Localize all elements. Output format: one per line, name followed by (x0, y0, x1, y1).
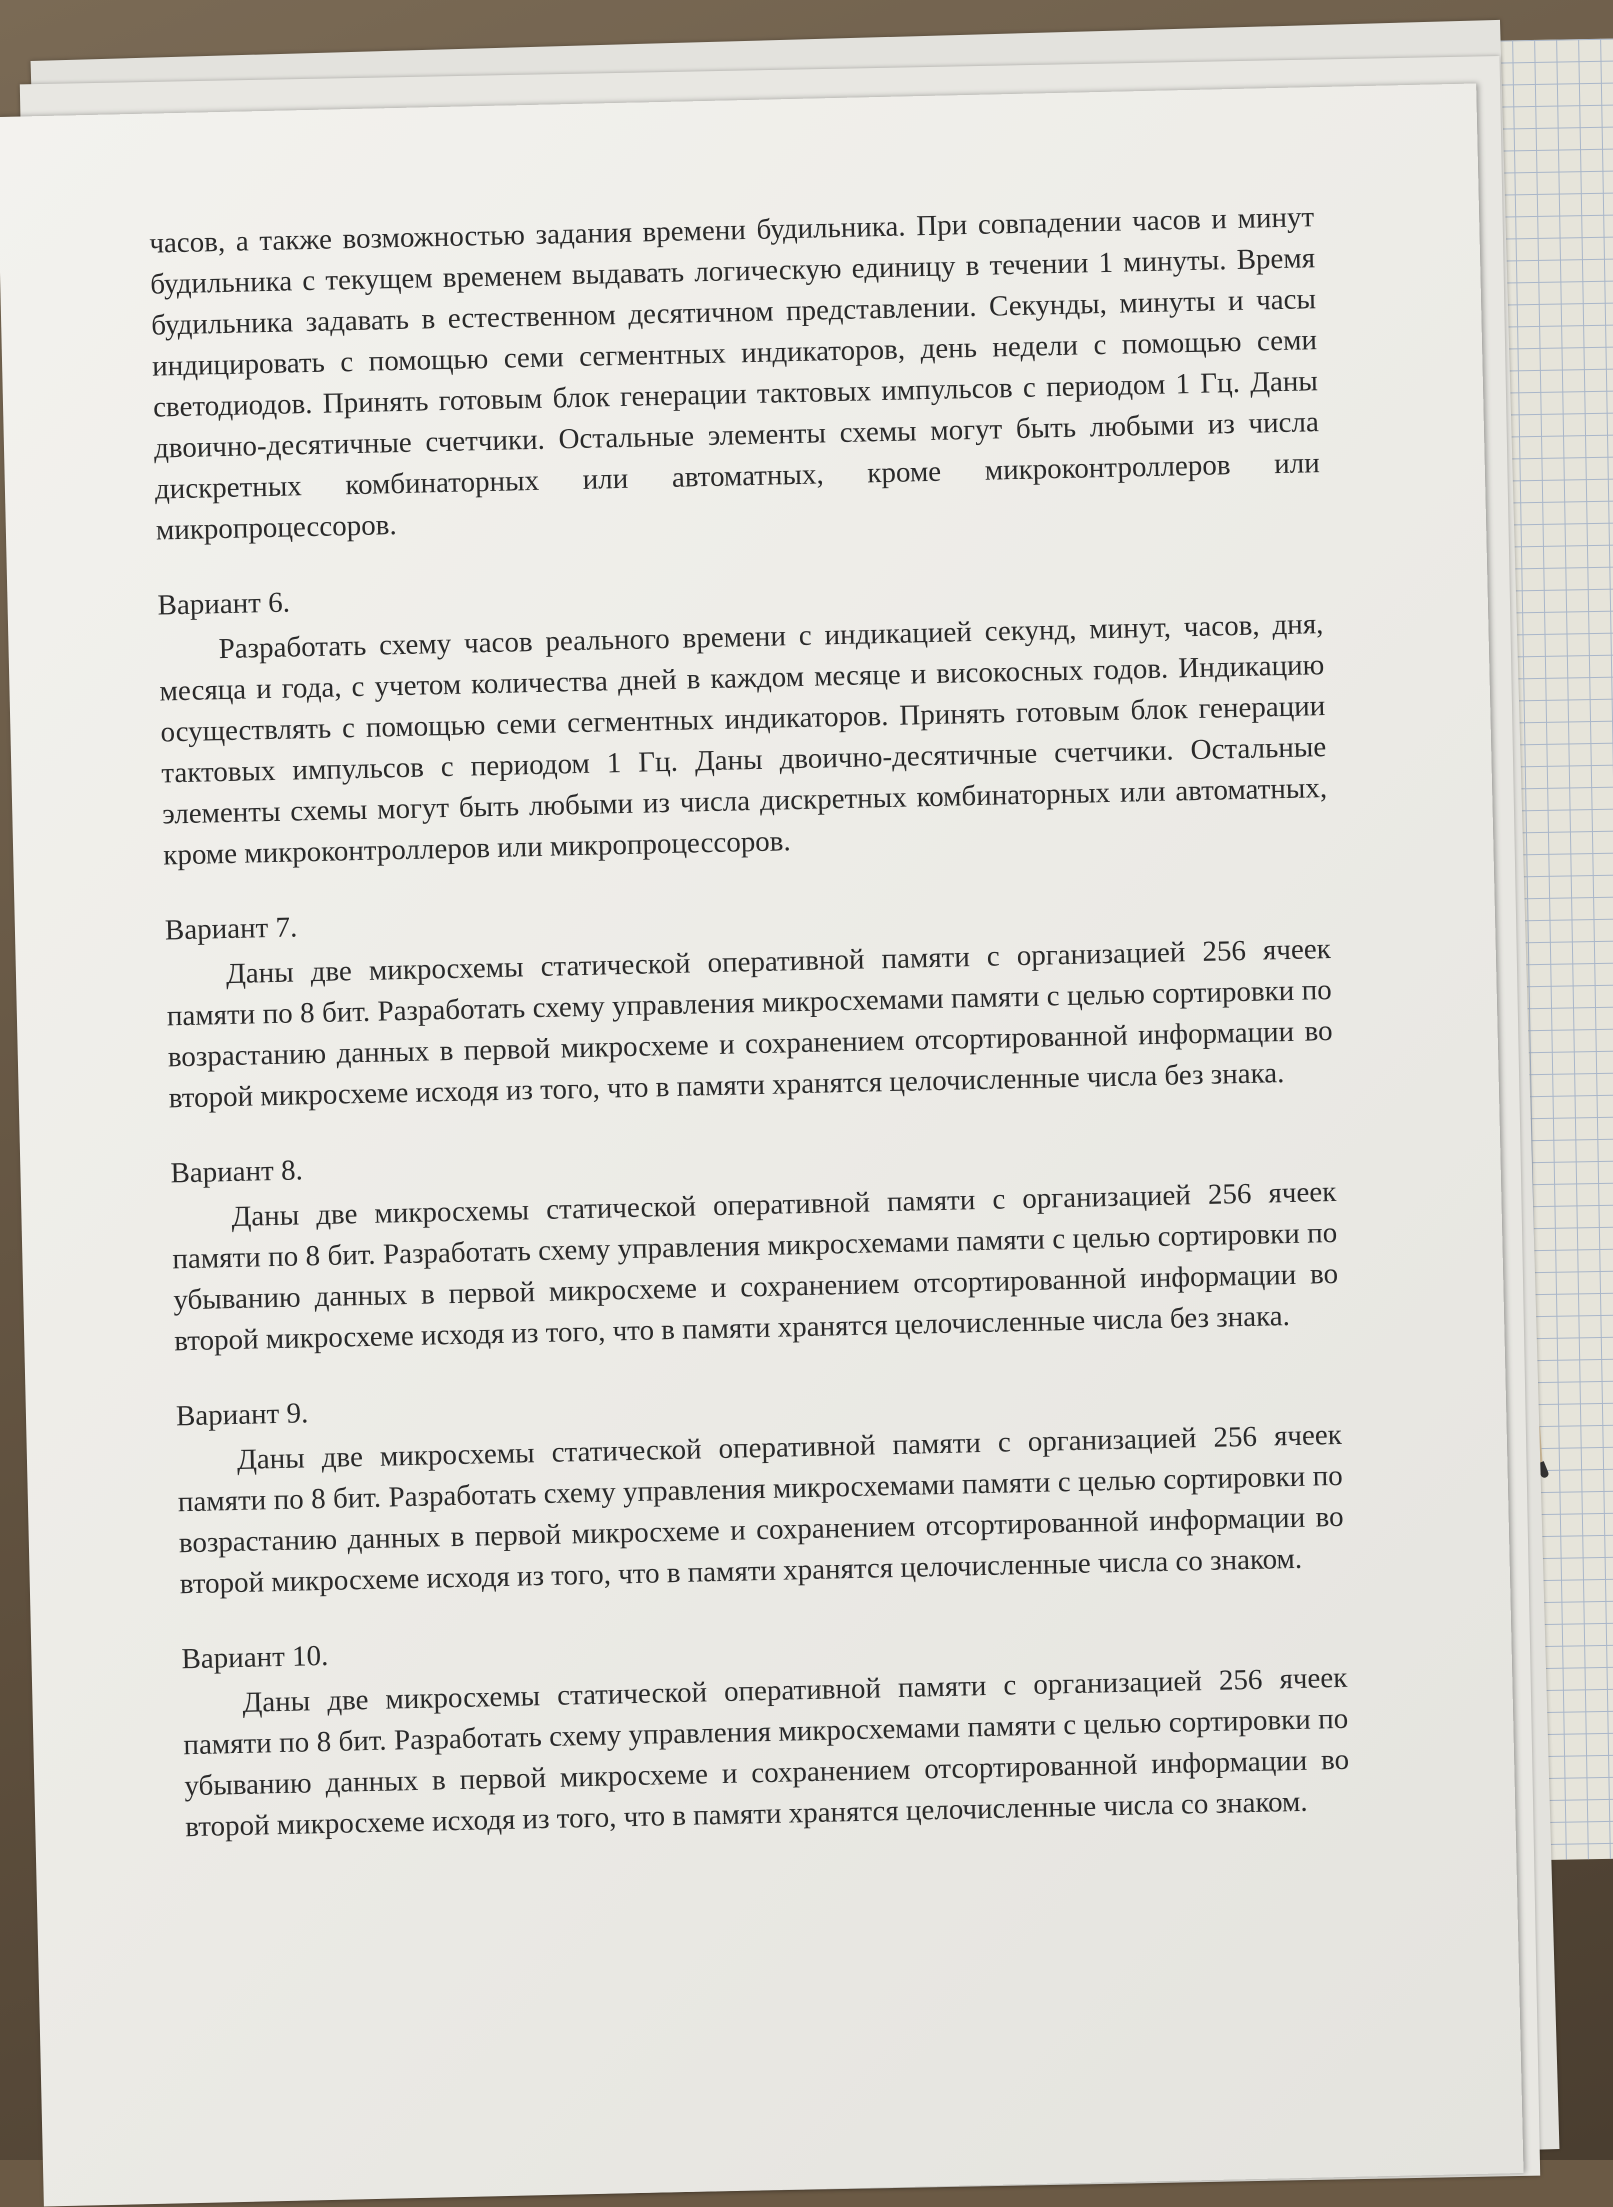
intro-paragraph: часов, а также возможностью задания времени будильника. При совпадении часов и минут будильника с текущем временем выдавать логическую единицу в течении 1 минуты. Время будильника задавать в естественном десятичном представлении. Секунды, минуты и часы индицировать с помощью семи сегментных индикаторов, день недели с помощью семи светодиодов. Принять готовым блок генерации тактовых импульсов с периодом 1 Гц. Даны двоично-десятичные счетчики. Остальные элементы схемы могут быть любыми из числа дискретных комбинаторных или автоматных, кроме микроконтроллеров или микропроцессоров. (149, 201, 1321, 547)
variant-text: Даны две микросхемы статической оперативной памяти с организацией 256 ячеек памяти по 8 бит. Разработать схему управления микросхемами памяти с целью сортировки по возрастанию данных в первой микросхеме и сохранением отсортированной информации во второй микросхеме исходя из того, что в памяти хранятся целочисленные числа со знаком. (177, 1418, 1344, 1601)
variant-heading: Вариант 10. (181, 1639, 329, 1676)
variant-heading: Вариант 7. (164, 911, 298, 947)
variant-section (176, 1370, 1345, 1605)
variant-text: Разработать схему часов реального времени с индикацией секунд, минут, часов, дня, месяца и года, с учетом количества дней в каждом месяце и високосных годов. Индикацию осуществлять с помощью семи сегментных индикаторов. Принять готовым блок генерации тактовых импульсов с периодом 1 Гц. Даны двоично-десятичные счетчики. Остальные элементы схемы могут быть любыми из числа дискретных комбинаторных или автоматных, кроме микроконтроллеров или микропроцессоров. (159, 608, 1328, 872)
variant-text: Даны две микросхемы статической оперативной памяти с организацией 256 ячеек памяти по 8 бит. Разработать схему управления микросхемами памяти с целью сортировки по убыванию данных в первой микросхеме и сохранением отсортированной информации во второй микросхеме исходя из того, что в памяти хранятся целочисленные числа без знака. (172, 1175, 1339, 1358)
variant-heading: Вариант 6. (157, 586, 291, 622)
variant-heading: Вариант 8. (170, 1154, 304, 1190)
variant-heading: Вариант 9. (175, 1397, 309, 1433)
variant-section (157, 559, 1328, 876)
variant-text: Даны две микросхемы статической оперативной памяти с организацией 256 ячеек памяти по 8 бит. Разработать схему управления микросхемами памяти с целью сортировки по убыванию данных в первой микросхеме и сохранением отсортированной информации во второй микросхеме исходя из того, что в памяти хранятся целочисленные числа со знаком. (183, 1661, 1350, 1844)
page-content (149, 197, 1351, 1848)
variant-text: Даны две микросхемы статической оперативной памяти с организацией 256 ячеек памяти по 8 бит. Разработать схему управления микросхемами памяти с целью сортировки по возрастанию данных в первой микросхеме и сохранением отсортированной информации во второй микросхеме исходя из того, что в памяти хранятся целочисленные числа без знака. (166, 933, 1333, 1115)
variant-section (170, 1127, 1339, 1362)
document-page (0, 83, 1524, 2206)
variant-section (165, 884, 1334, 1119)
variant-section (181, 1613, 1350, 1848)
